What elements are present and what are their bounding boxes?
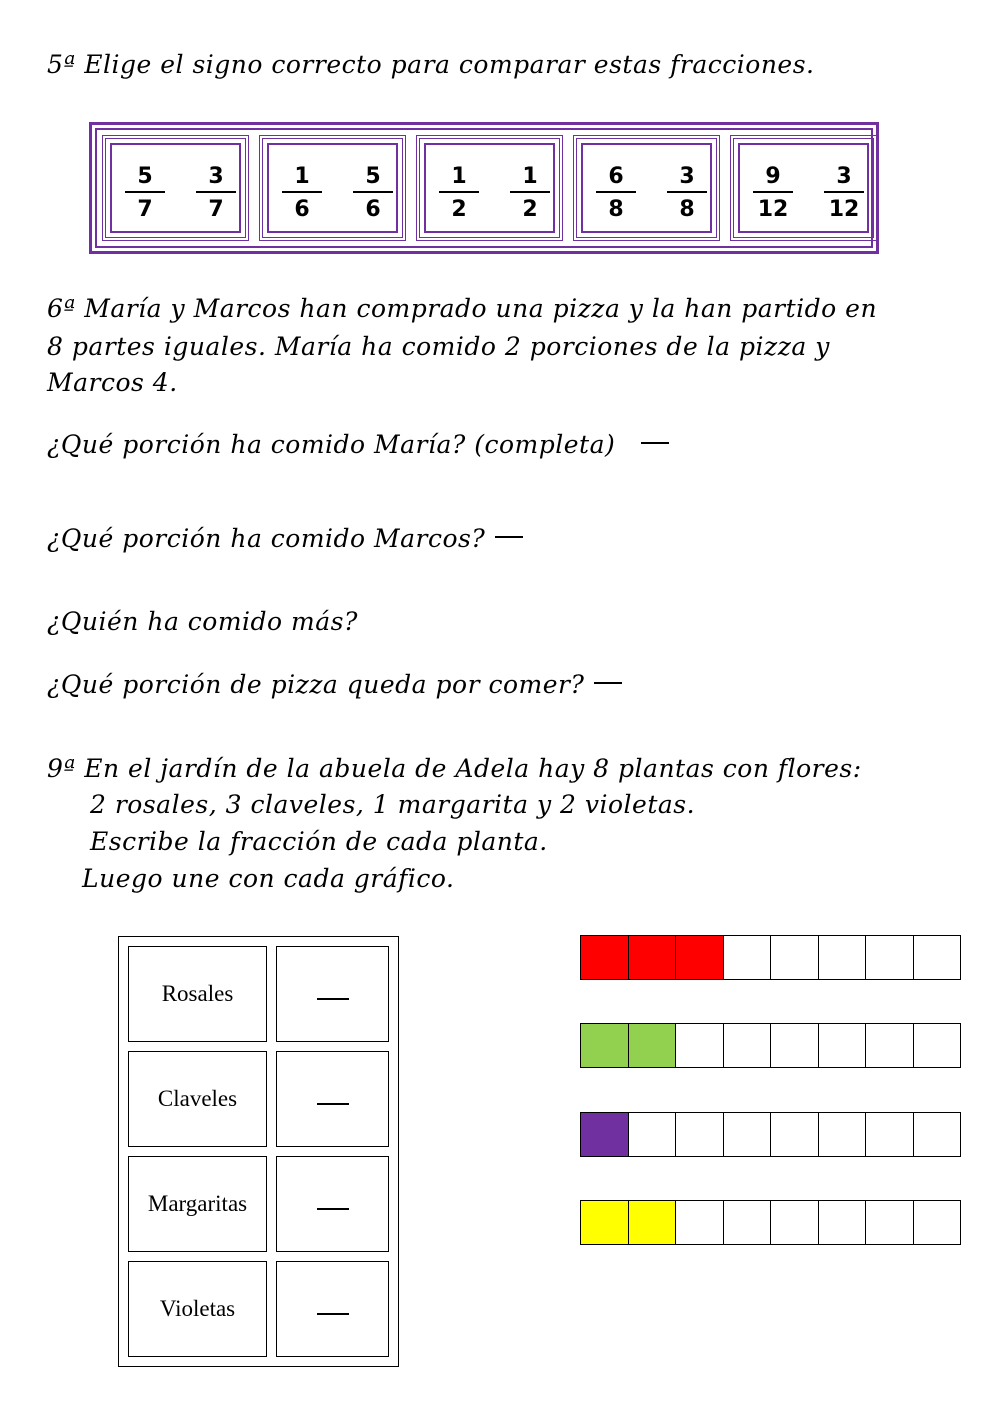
bar-segment-empty: [676, 1024, 724, 1067]
question-9-line-2: 2 rosales, 3 claveles, 1 margarita y 2 violetas.: [90, 790, 696, 819]
fraction-denominator: 12: [828, 197, 860, 222]
bar-segment-empty: [676, 1201, 724, 1244]
bar-segment-empty: [724, 936, 772, 979]
bar-segment-filled: [581, 1113, 629, 1156]
bar-segment-empty: [866, 1113, 914, 1156]
fraction: [753, 163, 793, 223]
bar-segment-empty: [819, 1024, 867, 1067]
bar-segment-filled: [581, 936, 629, 979]
fraction-bar[interactable]: [580, 1023, 961, 1068]
answer-line: [317, 1103, 349, 1105]
fraction-numerator: 1: [439, 163, 479, 193]
bar-segment-empty: [676, 1113, 724, 1156]
fraction: [353, 163, 393, 223]
bar-segment-empty: [819, 1201, 867, 1244]
fraction-bar[interactable]: [580, 1112, 961, 1157]
question-6-line-2: 8 partes iguales. María ha comido 2 porciones de la pizza y: [47, 332, 830, 361]
fraction: [282, 163, 322, 223]
bar-segment-empty: [629, 1113, 677, 1156]
plant-label: Margaritas: [128, 1156, 267, 1252]
answer-line: [317, 1313, 349, 1315]
bar-segment-empty: [914, 1113, 961, 1156]
fraction-numerator: 3: [824, 163, 864, 193]
plant-fraction-answer[interactable]: [276, 1261, 389, 1357]
question-6-ask-remaining: [47, 670, 622, 699]
question-9-line-4: Luego une con cada gráfico.: [82, 864, 455, 893]
fraction-numerator: 9: [753, 163, 793, 193]
fraction: [439, 163, 479, 223]
bar-segment-empty: [866, 1024, 914, 1067]
bar-segment-empty: [819, 936, 867, 979]
fraction-bar[interactable]: [580, 935, 961, 980]
bar-segment-filled: [629, 936, 677, 979]
bar-segment-empty: [771, 936, 819, 979]
fraction-denominator: 8: [608, 197, 624, 222]
fraction-denominator: 2: [451, 197, 467, 222]
fraction-denominator: 6: [294, 197, 310, 222]
fraction-numerator: 1: [282, 163, 322, 193]
bar-segment-empty: [866, 936, 914, 979]
fraction-bar[interactable]: [580, 1200, 961, 1245]
bar-segment-empty: [724, 1201, 772, 1244]
fraction: [125, 163, 165, 223]
ask-maria-text: ¿Qué porción ha comido María? (completa): [47, 430, 616, 459]
ask-marcos-text: ¿Qué porción ha comido Marcos?: [47, 524, 486, 553]
question-6-ask-maria: [47, 430, 669, 459]
plant-fraction-answer[interactable]: [276, 946, 389, 1042]
plant-fraction-table: [118, 936, 399, 1367]
bar-segment-filled: [581, 1201, 629, 1244]
bar-segment-empty: [914, 1024, 961, 1067]
bar-segment-empty: [771, 1201, 819, 1244]
fraction: [596, 163, 636, 223]
fraction-denominator: 12: [757, 197, 789, 222]
bar-segment-filled: [676, 936, 724, 979]
fraction-pair-box[interactable]: [573, 135, 720, 241]
plant-label: Violetas: [128, 1261, 267, 1357]
fraction-numerator: 6: [596, 163, 636, 193]
bar-segment-filled: [581, 1024, 629, 1067]
bar-segment-empty: [866, 1201, 914, 1244]
question-6-line-3: Marcos 4.: [47, 368, 178, 397]
fraction-denominator: 2: [522, 197, 538, 222]
plant-fraction-answer[interactable]: [276, 1156, 389, 1252]
answer-blank-marcos[interactable]: [495, 536, 523, 538]
bar-segment-empty: [724, 1024, 772, 1067]
fraction-denominator: 6: [365, 197, 381, 222]
bar-segment-filled: [629, 1201, 677, 1244]
fraction-pair-box[interactable]: [416, 135, 563, 241]
bar-segment-empty: [914, 936, 961, 979]
fraction-pair-box[interactable]: [730, 135, 877, 241]
fraction-pair-box[interactable]: [259, 135, 406, 241]
plant-label: Claveles: [128, 1051, 267, 1147]
fraction-comparison-panel: [89, 122, 879, 254]
fraction-numerator: 3: [196, 163, 236, 193]
plant-label: Rosales: [128, 946, 267, 1042]
ask-remaining-text: ¿Qué porción de pizza queda por comer?: [47, 670, 585, 699]
question-9-line-1: 9ª En el jardín de la abuela de Adela hay 8 plantas con flores:: [47, 754, 862, 783]
fraction: [667, 163, 707, 223]
answer-blank-remaining[interactable]: [594, 682, 622, 684]
fraction-denominator: 7: [137, 197, 153, 222]
answer-line: [317, 998, 349, 1000]
bar-segment-filled: [629, 1024, 677, 1067]
question-6-line-1: 6ª María y Marcos han comprado una pizza y la han partido en: [47, 294, 878, 323]
bar-segment-empty: [771, 1024, 819, 1067]
question-9-line-3: Escribe la fracción de cada planta.: [90, 827, 548, 856]
question-5-prompt: 5ª Elige el signo correcto para comparar estas fracciones.: [47, 50, 815, 79]
question-6-ask-who: ¿Quién ha comido más?: [47, 607, 358, 636]
bar-segment-empty: [724, 1113, 772, 1156]
fraction: [196, 163, 236, 223]
fraction-numerator: 5: [125, 163, 165, 193]
bar-segment-empty: [914, 1201, 961, 1244]
fraction-denominator: 7: [208, 197, 224, 222]
fraction-numerator: 5: [353, 163, 393, 193]
bar-segment-empty: [819, 1113, 867, 1156]
bar-segment-empty: [771, 1113, 819, 1156]
fraction: [510, 163, 550, 223]
fraction: [824, 163, 864, 223]
question-6-ask-marcos: [47, 524, 523, 553]
answer-blank-maria[interactable]: [641, 442, 669, 444]
fraction-pair-box[interactable]: [102, 135, 249, 241]
fraction-denominator: 8: [679, 197, 695, 222]
fraction-numerator: 3: [667, 163, 707, 193]
plant-fraction-answer[interactable]: [276, 1051, 389, 1147]
answer-line: [317, 1208, 349, 1210]
fraction-numerator: 1: [510, 163, 550, 193]
